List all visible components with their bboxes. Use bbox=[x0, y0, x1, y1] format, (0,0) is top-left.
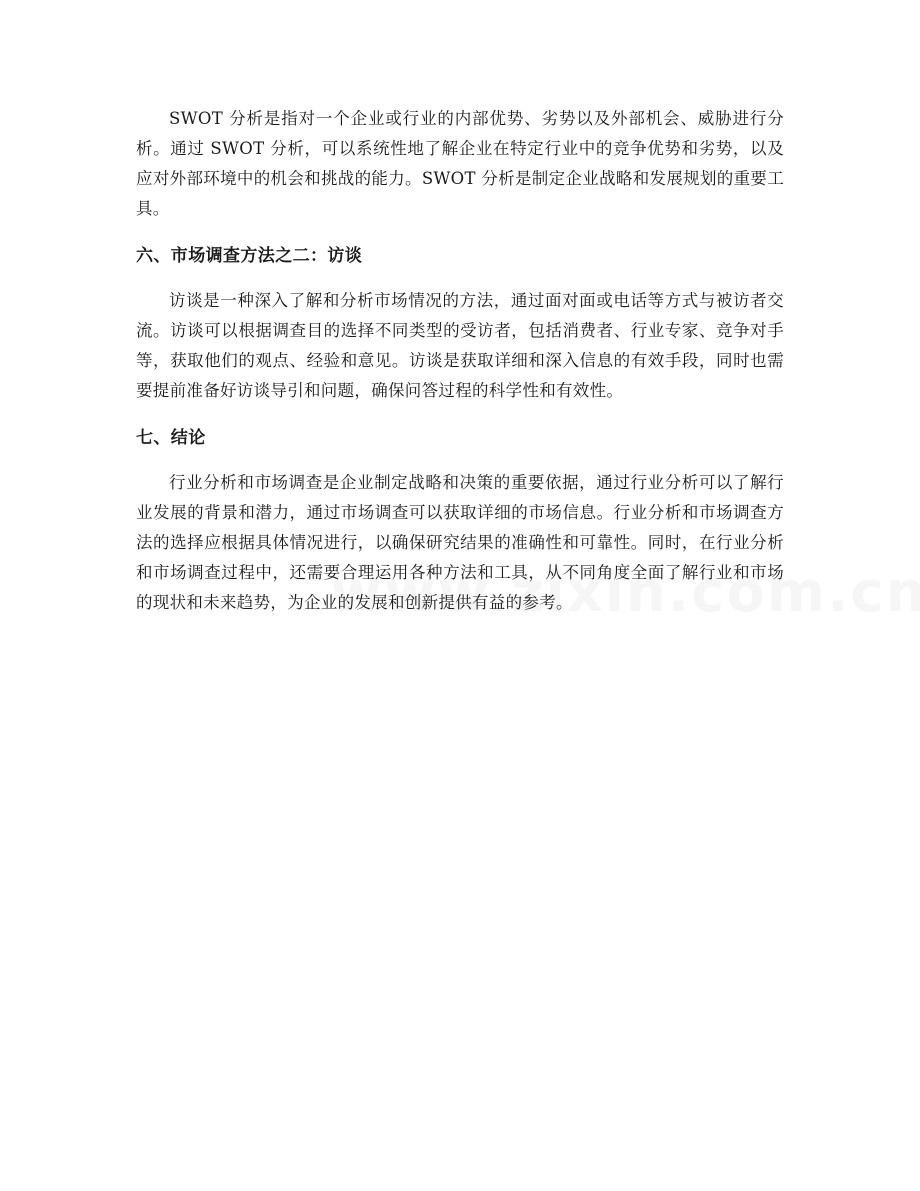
paragraph-interview: 访谈是一种深入了解和分析市场情况的方法，通过面对面或电话等方式与被访者交流。访谈可以根据调查目的选择不同类型的受访者，包括消费者、行业专家、竞争对手等，获取他们的观点、经验和意见。访谈是获取详细和深入信息的有效手段，同时也需要提前准备好访谈导引和问题，确保问答过程的科学性和有效性。 bbox=[136, 291, 784, 400]
document-page bbox=[136, 104, 784, 618]
section-heading-interview: 六、市场调查方法之二：访谈 bbox=[136, 246, 363, 266]
section-heading-conclusion: 七、结论 bbox=[136, 428, 206, 448]
paragraph-conclusion: 行业分析和市场调查是企业制定战略和决策的重要依据，通过行业分析可以了解行业发展的背景和潜力，通过市场调查可以获取详细的市场信息。行业分析和市场调查方法的选择应根据具体情况进行，以确保研究结果的准确性和可靠性。同时，在行业分析和市场调查过程中，还需要合理运用各种方法和工具，从不同角度全面了解行业和市场的现状和未来趋势，为企业的发展和创新提供有益的参考。 bbox=[136, 473, 784, 612]
paragraph-swot: SWOT 分析是指对一个企业或行业的内部优势、劣势以及外部机会、威胁进行分析。通过 SWOT 分析，可以系统性地了解企业在特定行业中的竞争优势和劣势，以及应对外部环境中的机会和挑战的能力。SWOT 分析是制定企业战略和发展规划的重要工具。 bbox=[136, 109, 784, 218]
